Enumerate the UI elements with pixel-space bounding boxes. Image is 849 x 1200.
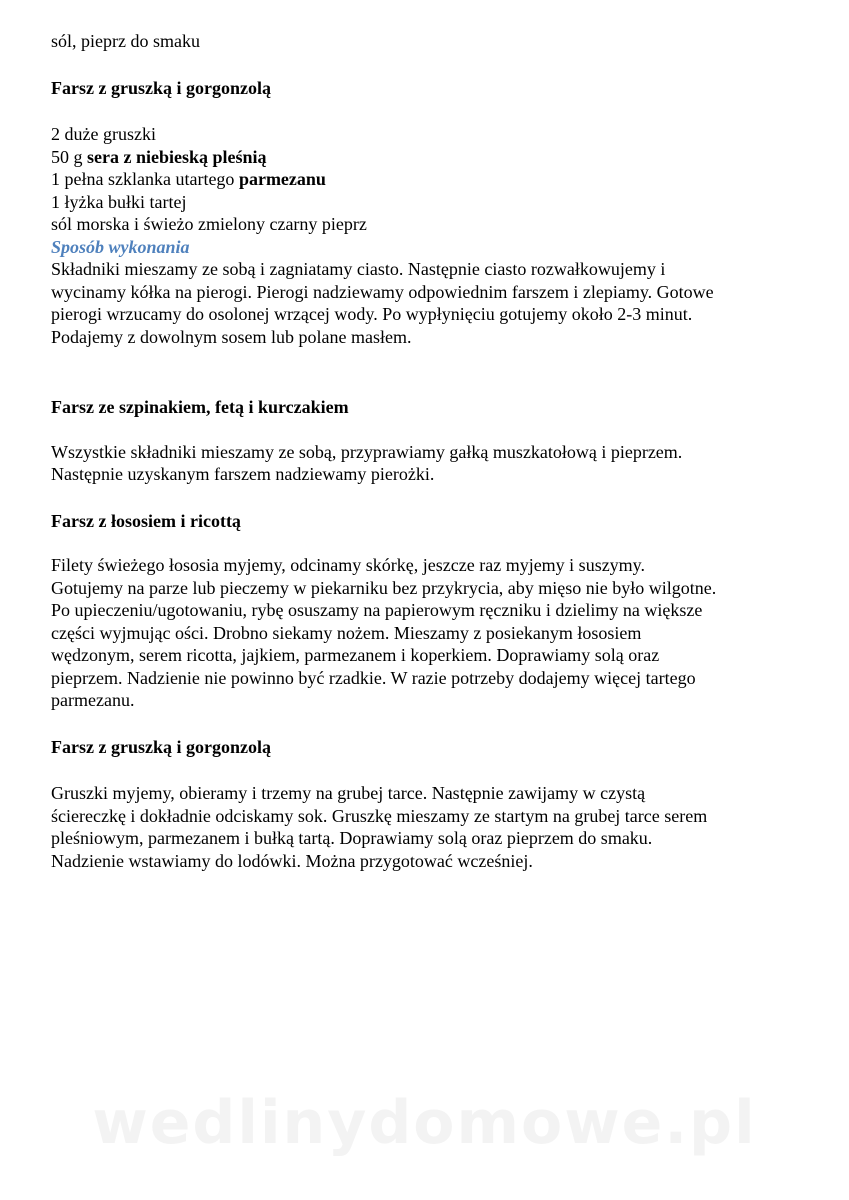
paragraph-line: pleśniowym, parmezanem i bułką tartą. Doprawiamy solą oraz pieprzem do smaku.	[51, 828, 653, 848]
ingredient-line	[51, 168, 811, 191]
method-paragraph	[51, 258, 811, 348]
section-4-paragraph	[51, 782, 811, 872]
method-heading: Sposób wykonania	[51, 236, 190, 257]
paragraph-line: Wszystkie składniki mieszamy ze sobą, przyprawiamy gałką muszkatołową i pieprzem.	[51, 441, 683, 462]
section-3-heading: Farsz z łososiem i ricottą	[51, 510, 241, 531]
paragraph-line: Gotujemy na parze lub pieczemy w piekarniku bez przykrycia, aby mięso nie było wilgotne.	[51, 577, 717, 598]
intro-line: sól, pieprz do smaku	[51, 31, 200, 51]
paragraph-line: pieprzem. Nadzienie nie powinno być rzadkie. W razie potrzeby dodajemy więcej tartego	[51, 667, 696, 688]
paragraph-line: Po upieczeniu/ugotowaniu, rybę osuszamy na papierowym ręczniku i dzielimy na większe	[51, 600, 703, 620]
paragraph-line: pierogi wrzucamy do osolonej wrzącej wody. Po wypłynięciu gotujemy około 2-3 minut.	[51, 304, 693, 324]
section-2-heading: Farsz ze szpinakiem, fetą i kurczakiem	[51, 397, 349, 417]
paragraph-line: Gruszki myjemy, obieramy i trzemy na grubej tarce. Następnie zawijamy w czystą	[51, 783, 646, 803]
ingredient-amount: 1 pełna szklanka utartego	[51, 169, 239, 189]
ingredient-line: 2 duże gruszki	[51, 124, 156, 144]
paragraph-line: części wyjmując ości. Drobno siekamy nożem. Mieszamy z posiekanym łososiem	[51, 622, 642, 643]
ingredients-list	[51, 123, 811, 236]
paragraph-line: wędzonym, serem ricotta, jajkiem, parmezanem i koperkiem. Doprawiamy solą oraz	[51, 645, 660, 665]
paragraph-line: Składniki mieszamy ze sobą i zagniatamy ciasto. Następnie ciasto rozwałkowujemy i	[51, 259, 666, 279]
section-4-heading: Farsz z gruszką i gorgonzolą	[51, 736, 271, 757]
paragraph-line: Podajemy z dowolnym sosem lub polane masłem.	[51, 326, 412, 347]
paragraph-line: Nadzienie wstawiamy do lodówki. Można przygotować wcześniej.	[51, 850, 533, 871]
ingredient-amount: 50 g	[51, 146, 87, 167]
section-1-heading: Farsz z gruszką i gorgonzolą	[51, 77, 271, 98]
document-page	[51, 30, 811, 872]
site-watermark: wedlinydomowe.pl	[92, 1088, 757, 1158]
ingredient-line: sól morska i świeżo zmielony czarny pieprz	[51, 214, 367, 234]
paragraph-line: parmezanu.	[51, 690, 135, 710]
paragraph-line: Filety świeżego łososia myjemy, odcinamy skórkę, jeszcze raz myjemy i suszymy.	[51, 555, 646, 575]
paragraph-line: wycinamy kółka na pierogi. Pierogi nadziewamy odpowiednim farszem i zlepiamy. Gotowe	[51, 281, 714, 302]
ingredient-highlight: sera z niebieską pleśnią	[87, 146, 267, 167]
paragraph-line: Następnie uzyskanym farszem nadziewamy pierożki.	[51, 464, 435, 484]
section-3-paragraph	[51, 554, 811, 712]
ingredient-line: 1 łyżka bułki tartej	[51, 191, 187, 212]
paragraph-line: ściereczkę i dokładnie odciskamy sok. Gruszkę mieszamy ze startym na grubej tarce serem	[51, 805, 708, 826]
section-2-paragraph	[51, 441, 811, 486]
ingredient-highlight: parmezanu	[238, 169, 326, 189]
ingredient-line	[51, 146, 811, 169]
